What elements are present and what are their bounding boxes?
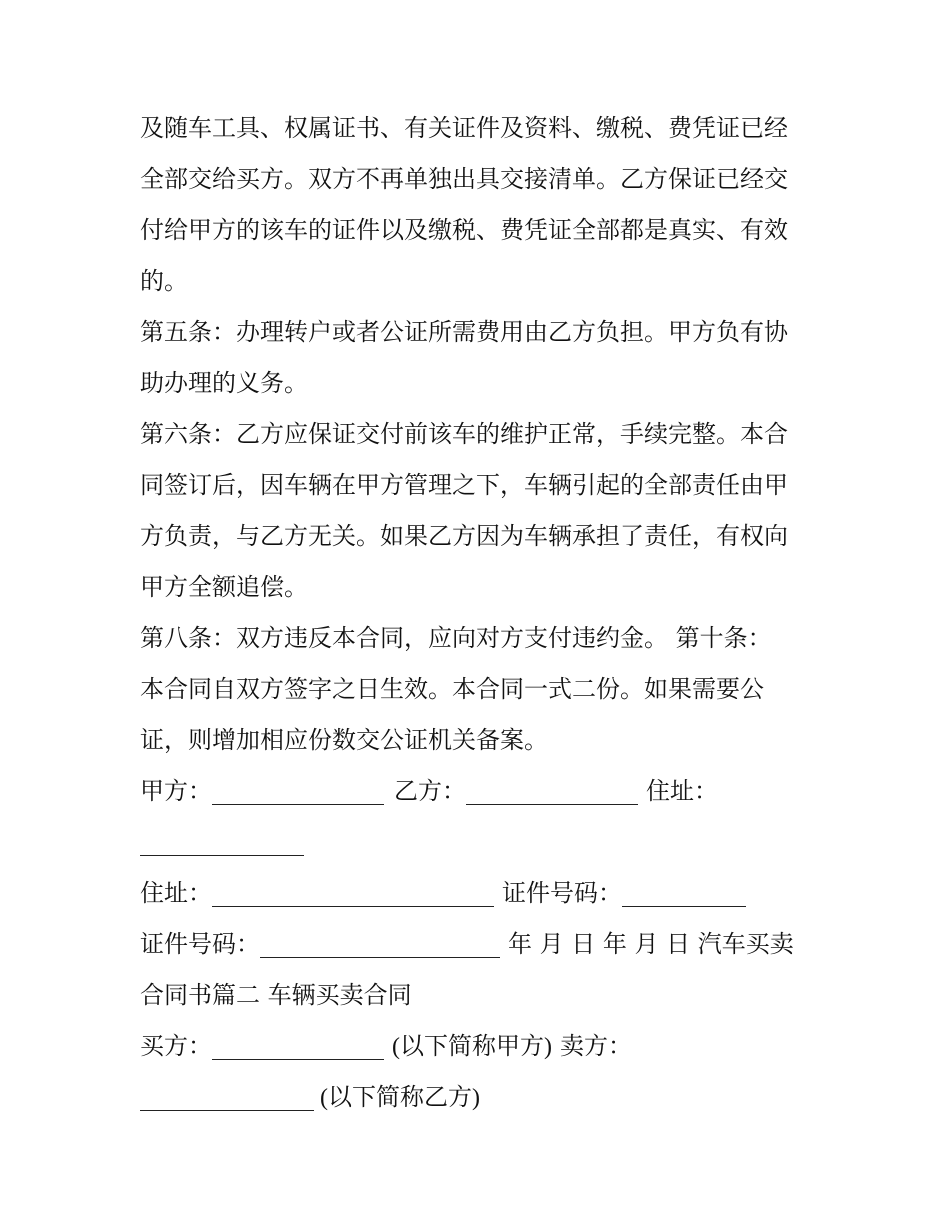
buyer-row	[140, 1021, 820, 1072]
text-line: 同签订后，因车辆在甲方管理之下，车辆引起的全部责任由甲	[140, 471, 788, 499]
address-label-a: 住址：	[140, 879, 212, 907]
text-line: 及随车工具、权属证书、有关证件及资料、缴税、费凭证已经	[140, 114, 788, 142]
address-a-blank[interactable]	[212, 876, 494, 907]
text-line: 付给甲方的该车的证件以及缴税、费凭证全部都是真实、有效	[140, 216, 788, 244]
party-b-label: 乙方：	[394, 777, 466, 805]
text-line: 全部交给买方。双方不再单独出具交接清单。乙方保证已经交	[140, 165, 788, 193]
id-number-label-a: 证件号码：	[140, 930, 260, 958]
buyer-blank[interactable]	[212, 1029, 384, 1060]
seller-blank[interactable]	[140, 1080, 314, 1111]
text-line: 甲方全额追偿。	[140, 573, 308, 601]
address-a-row	[140, 868, 820, 919]
id-date-row	[140, 919, 820, 970]
id-number-label-b: 证件号码：	[502, 879, 622, 907]
text-line: 证，则增加相应份数交公证机关备案。	[140, 726, 548, 754]
article-eight: 第八条：双方违反本合同，应向对方支付违约金。 第十条：	[140, 624, 772, 652]
party-a-label: 甲方：	[140, 777, 212, 805]
address-b-blank[interactable]	[140, 825, 304, 856]
buyer-label: 买方：	[140, 1032, 212, 1060]
id-number-b-blank[interactable]	[622, 876, 746, 907]
address-label-b: 住址：	[646, 777, 718, 805]
article-five: 第五条：办理转户或者公证所需费用由乙方负担。甲方负有协	[140, 318, 788, 346]
buyer-note: (以下简称甲方)	[392, 1034, 552, 1060]
section-title: 合同书篇二 车辆买卖合同	[140, 981, 412, 1009]
date-text: 年 月 日 年 月 日 汽车买卖	[508, 930, 794, 958]
party-b-blank[interactable]	[466, 774, 638, 805]
article-six: 第六条：乙方应保证交付前该车的维护正常，手续完整。本合	[140, 420, 788, 448]
seller-label: 卖方：	[559, 1032, 632, 1060]
text-line: 的。	[140, 267, 188, 295]
contract-text	[140, 103, 820, 1123]
text-line: 助办理的义务。	[140, 369, 308, 397]
signature-row	[140, 766, 820, 817]
id-number-a-blank[interactable]	[260, 927, 500, 958]
seller-row	[140, 1072, 820, 1123]
text-line: 方负责，与乙方无关。如果乙方因为车辆承担了责任，有权向	[140, 522, 788, 550]
text-line: 本合同自双方签字之日生效。本合同一式二份。如果需要公	[140, 675, 764, 703]
address-b-row	[140, 817, 820, 868]
party-a-blank[interactable]	[212, 774, 384, 805]
seller-note: (以下简称乙方)	[320, 1085, 480, 1111]
